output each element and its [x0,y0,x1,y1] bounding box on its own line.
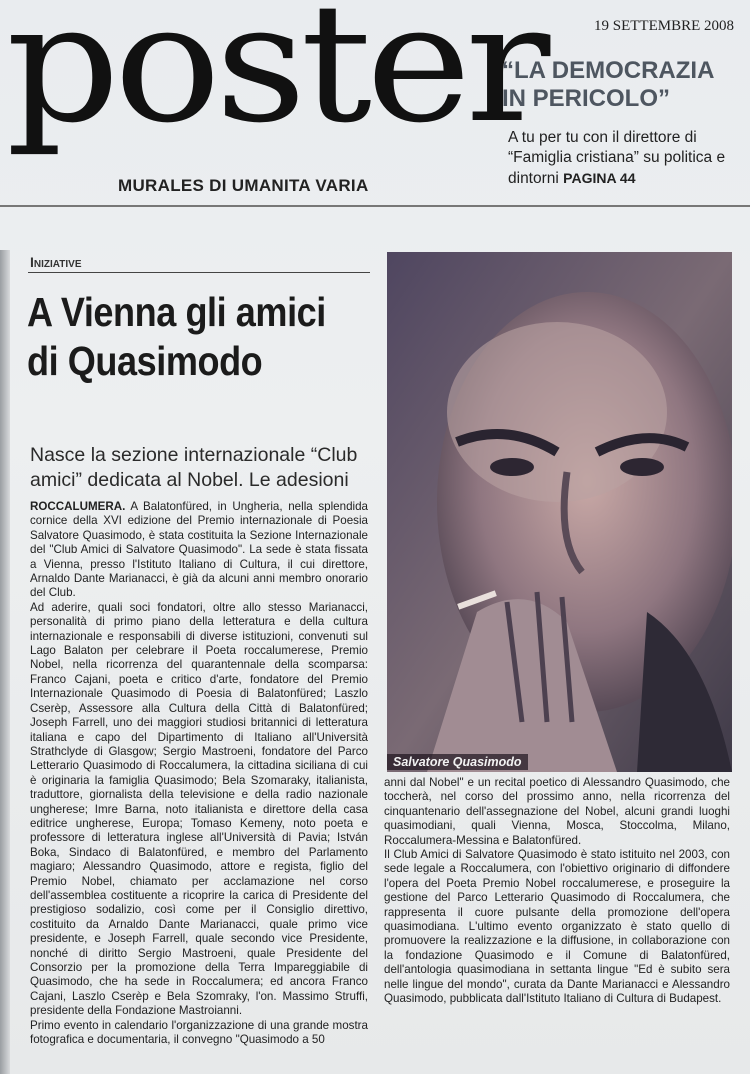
portrait-photo [387,252,732,772]
article-paragraph: Primo evento in calendario l'organizzazione di una grande mostra fotografica e documentaria, il convegno "Quasimodo a 50 [30,1018,368,1047]
teaser-page-ref: PAGINA 44 [563,170,636,186]
masthead-divider [0,205,750,207]
teaser-title: “LA DEMOCRAZIA IN PERICOLO” [502,57,714,112]
masthead-logo: poster [6,0,545,159]
article-paragraph: Il Club Amici di Salvatore Quasimodo è stato istituito nel 2003, con sede legale a Roccalumera, con l'obiettivo originario di diffondere l'opera del Poeta Premio Nobel roccalumerese, e proseguire la gestione del Parco Letterario Quasimodo di Roccalumera, che rappresenta il cuore pulsante della promozione dell'opera quasimodiana. L'ultimo evento organizzato è stato quello di promuovere la realizzazione e la diffusione, in collaborazione con la fondazione Quasimodo e il Comune di Balatonfüred, dell'antologia quasimodiana in settanta lingue "Ed è subito sera nelle lingue del mondo", curata da Dante Marianacci e Alessandro Quasimodo, pubblicata dall'Istituto Italiano di Cultura di Budapest. [384,848,730,1006]
article-paragraph: Ad aderire, quali soci fondatori, oltre allo stesso Marianacci, personalità di primo piano della letteratura e della cultura internazionale e responsabili di diverse istituzioni, convenuti sul Lago Balaton per celebrare il Poeta roccalumerese, Premio Nobel, nella ricorrenza del quarantennale della scomparsa: Franco Cajani, poeta e critico d'arte, fondatore del Premio Internazionale Quasimodo di Poesia di Balatonfüred; Laszlo Cserèp, Assessore alla Cultura della Città di Balatonfüred; Joseph Farrell, uno dei maggiori studiosi britannici di letteratura italiana e capo del Dipartimento di Italiano all'Università Strathclyde di Glasgow; Sergio Mastroeni, fondatore del Parco Letterario Quasimodo di Roccalumera, la cittadina siciliana di cui è originaria la famiglia Quasimodo; Bela Szomaraky, italianista, traduttore, giornalista della televisione e della radio nazionale ungherese; Imre Barna, noto italianista e direttore della casa editrice ungherese, Europa; Tomaso Kemeny, noto poeta e professore di letteratura inglese all'Università di Pavia; István Boka, Sindaco di Balatonfüred, e membro del Parlamento magiaro; Alessandro Quasimodo, attore e regista, figlio del Premio Nobel, chiamato per acclamazione nel corso dell'assemblea costituente a ricoprire la carica di Presidente del prestigioso sodalizio, così come per il Consiglio direttivo, costituito da Arnaldo Dante Marianacci, quale primo vice presidente, e Joseph Farrell, quale secondo vice Presidente, nonché di diritto Sergio Mastroeni, quale Presidente del Consorzio per la promozione della Terra Impareggiabile di Quasimodo, che ha sede in Roccalumera; ed ancora Franco Cajani, Laszlo Cserèp e Bela Szomraky, l'on. Massimo Struffi, presidente della Fondazione Mastroianni. [30,600,368,1018]
section-divider [28,272,370,273]
section-label: Iniziative [30,254,82,270]
teaser-text [508,128,744,189]
article-headline: A Vienna gli amici di Quasimodo [27,289,326,384]
portrait-illustration [387,252,732,772]
article-paragraph: anni dal Nobel" e un recital poetico di Alessandro Quasimodo, che toccherà, nel corso del prossimo anno, nella ricorrenza del cinquantenario dell'assegnazione del Nobel, alcuni grandi luoghi quasimodiani, quali Vienna, Mosca, Stoccolma, Milano, Roccalumera-Messina e Balatonfüred. [384,776,730,847]
teaser-description: A tu per tu con il direttore di “Famiglia cristiana” su politica e dintorni [508,129,726,187]
article-dateline: ROCCALUMERA. [30,500,126,513]
masthead-tagline: MURALES DI UMANITA VARIA [118,176,369,195]
article-body-left-column [30,500,368,1047]
photo-caption: Salvatore Quasimodo [387,754,528,770]
article-body-right-column [384,776,730,1007]
article-paragraph-text: A Balatonfüred, in Ungheria, nella splendida cornice della XVI edizione del Premio internazionale di Poesia Salvatore Quasimodo, è stata costituita la Sezione Internazionale del "Club Amici di Salvatore Quasimodo". La sede è stata fissata a Vienna, presso l'Istituto Italiano di Cultura, il cui direttore, Arnaldo Dante Marianacci, è già da alcuni anni membro onorario del Club. [30,500,368,600]
article-subhead: Nasce la sezione internazionale “Club amici” dedicata al Nobel. Le adesioni [30,444,358,491]
article-paragraph [30,500,368,601]
page-edge-shadow [0,250,10,1074]
issue-date: 19 SETTEMBRE 2008 [593,18,734,34]
